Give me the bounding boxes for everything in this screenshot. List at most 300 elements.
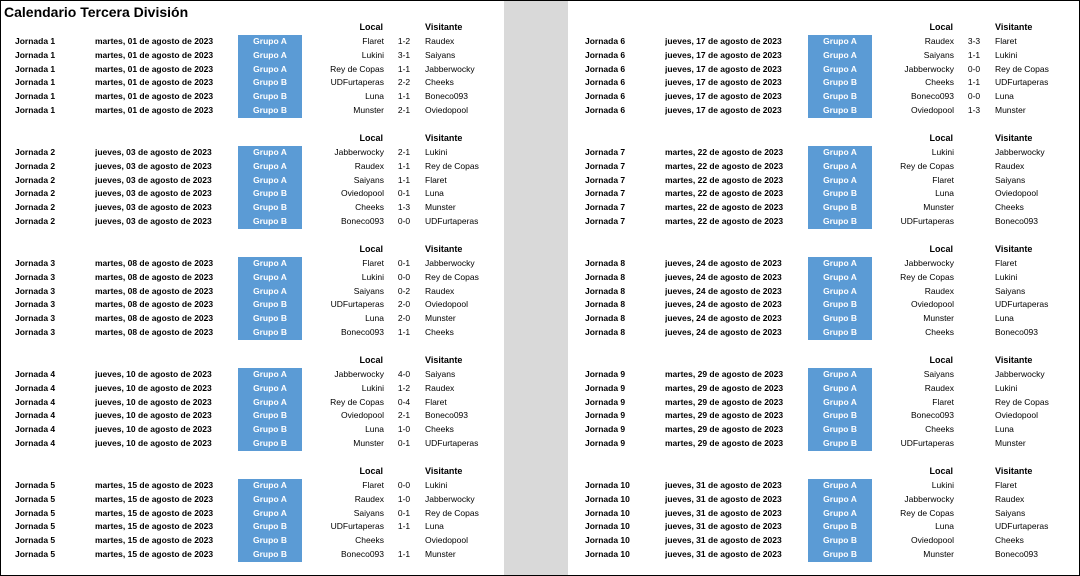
jornada-cell: Jornada 4 bbox=[15, 382, 56, 393]
score-cell: 0-1 bbox=[397, 258, 411, 268]
away-team-cell: Luna bbox=[425, 188, 444, 199]
score-cell: 1-3 bbox=[397, 202, 411, 213]
away-team-cell: Oviedopool bbox=[425, 535, 469, 546]
date-cell: martes, 15 de agosto de 2023 bbox=[95, 521, 214, 532]
left-panel bbox=[1, 1, 501, 576]
score-cell: 0-1 bbox=[397, 438, 411, 448]
away-team-cell: Munster bbox=[425, 202, 456, 213]
away-team-cell: UDFurtaperas bbox=[425, 216, 479, 226]
group-badge: Grupo B bbox=[808, 90, 872, 104]
away-team-cell: Raudex bbox=[995, 493, 1025, 504]
home-team-cell: Boneco093 bbox=[910, 410, 954, 421]
date-cell: martes, 29 de agosto de 2023 bbox=[665, 369, 784, 379]
home-team-cell: Lukini bbox=[361, 382, 384, 393]
score-cell: 1-0 bbox=[397, 424, 411, 435]
away-team-cell: Oviedopool bbox=[995, 410, 1039, 421]
visitante-header: Visitante bbox=[425, 133, 463, 143]
visitante-header: Visitante bbox=[995, 244, 1033, 254]
jornada-cell: Jornada 10 bbox=[585, 521, 630, 532]
jornada-cell: Jornada 7 bbox=[585, 188, 626, 199]
home-team-cell: Raudex bbox=[924, 382, 954, 393]
group-badge: Grupo A bbox=[808, 382, 872, 396]
away-team-cell: Jabberwocky bbox=[995, 147, 1045, 157]
jornada-cell: Jornada 6 bbox=[585, 49, 626, 60]
home-team-cell: Saiyans bbox=[353, 174, 384, 185]
home-team-cell: Cheeks bbox=[355, 202, 384, 213]
home-team-cell: Saiyans bbox=[353, 507, 384, 518]
date-cell: martes, 01 de agosto de 2023 bbox=[95, 105, 214, 115]
group-badge: Grupo B bbox=[238, 76, 302, 90]
away-team-cell: UDFurtaperas bbox=[995, 299, 1049, 310]
group-badge: Grupo A bbox=[808, 479, 872, 493]
date-cell: martes, 29 de agosto de 2023 bbox=[665, 396, 784, 407]
home-team-cell: Cheeks bbox=[925, 77, 954, 88]
away-team-cell: Rey de Copas bbox=[425, 507, 479, 518]
score-cell bbox=[960, 298, 988, 312]
away-team-cell: Lukini bbox=[995, 271, 1018, 282]
jornada-cell: Jornada 2 bbox=[15, 202, 56, 213]
score-cell bbox=[960, 507, 988, 521]
visitante-header: Visitante bbox=[995, 466, 1033, 476]
home-team-cell: Rey de Copas bbox=[900, 271, 954, 282]
score-cell bbox=[960, 271, 988, 285]
score-cell bbox=[960, 520, 988, 534]
group-badge: Grupo A bbox=[808, 257, 872, 271]
jornada-cell: Jornada 1 bbox=[15, 49, 56, 60]
jornada-cell: Jornada 8 bbox=[585, 313, 626, 324]
away-team-cell: Flaret bbox=[425, 174, 447, 185]
score-cell: 1-1 bbox=[397, 160, 411, 171]
group-badge: Grupo A bbox=[808, 396, 872, 410]
score-cell: 0-0 bbox=[967, 63, 981, 74]
date-cell: jueves, 31 de agosto de 2023 bbox=[665, 549, 782, 559]
away-team-cell: Cheeks bbox=[425, 77, 454, 88]
group-badge: Grupo A bbox=[238, 396, 302, 410]
jornada-cell: Jornada 10 bbox=[585, 480, 630, 490]
group-badge: Grupo A bbox=[238, 507, 302, 521]
jornada-cell: Jornada 10 bbox=[585, 535, 630, 546]
group-badge: Grupo A bbox=[808, 285, 872, 299]
group-badge: Grupo B bbox=[808, 548, 872, 562]
date-cell: martes, 08 de agosto de 2023 bbox=[95, 258, 214, 268]
home-team-cell: Munster bbox=[353, 438, 384, 448]
date-cell: jueves, 03 de agosto de 2023 bbox=[95, 188, 212, 199]
jornada-cell: Jornada 3 bbox=[15, 313, 56, 324]
score-cell: 1-1 bbox=[397, 549, 411, 559]
group-badge: Grupo A bbox=[808, 174, 872, 188]
away-team-cell: Boneco093 bbox=[425, 410, 469, 421]
date-cell: jueves, 10 de agosto de 2023 bbox=[95, 410, 212, 421]
home-team-cell: Luna bbox=[365, 91, 384, 102]
jornada-cell: Jornada 1 bbox=[15, 63, 56, 74]
away-team-cell: Jabberwocky bbox=[425, 258, 475, 268]
date-cell: jueves, 03 de agosto de 2023 bbox=[95, 202, 212, 213]
group-badge: Grupo B bbox=[808, 409, 872, 423]
away-team-cell: Cheeks bbox=[995, 202, 1024, 213]
home-team-cell: Jabberwocky bbox=[904, 493, 954, 504]
date-cell: martes, 22 de agosto de 2023 bbox=[665, 202, 784, 213]
jornada-cell: Jornada 4 bbox=[15, 369, 56, 379]
group-badge: Grupo B bbox=[238, 520, 302, 534]
score-cell: 1-3 bbox=[967, 105, 981, 115]
date-cell: jueves, 03 de agosto de 2023 bbox=[95, 174, 212, 185]
score-cell: 0-1 bbox=[397, 188, 411, 199]
home-team-cell: Oviedopool bbox=[910, 299, 954, 310]
score-cell: 1-1 bbox=[397, 521, 411, 532]
home-team-cell: Saiyans bbox=[353, 285, 384, 296]
away-team-cell: UDFurtaperas bbox=[995, 77, 1049, 88]
date-cell: martes, 29 de agosto de 2023 bbox=[665, 424, 784, 435]
home-team-cell: Munster bbox=[923, 202, 954, 213]
right-panel bbox=[571, 1, 1071, 576]
group-badge: Grupo B bbox=[808, 76, 872, 90]
date-cell: jueves, 31 de agosto de 2023 bbox=[665, 521, 782, 532]
group-badge: Grupo B bbox=[238, 548, 302, 562]
date-cell: jueves, 10 de agosto de 2023 bbox=[95, 424, 212, 435]
jornada-cell: Jornada 1 bbox=[15, 105, 56, 115]
date-cell: martes, 01 de agosto de 2023 bbox=[95, 91, 214, 102]
away-team-cell: Munster bbox=[425, 549, 456, 559]
jornada-cell: Jornada 6 bbox=[585, 63, 626, 74]
home-team-cell: Raudex bbox=[924, 285, 954, 296]
home-team-cell: Jabberwocky bbox=[904, 258, 954, 268]
date-cell: martes, 08 de agosto de 2023 bbox=[95, 271, 214, 282]
jornada-cell: Jornada 7 bbox=[585, 216, 626, 226]
group-badge: Grupo A bbox=[238, 63, 302, 77]
group-badge: Grupo B bbox=[238, 423, 302, 437]
away-team-cell: Lukini bbox=[425, 147, 448, 157]
date-cell: martes, 01 de agosto de 2023 bbox=[95, 77, 214, 88]
score-cell: 0-0 bbox=[397, 480, 411, 490]
jornada-cell: Jornada 5 bbox=[15, 507, 56, 518]
jornada-cell: Jornada 6 bbox=[585, 91, 626, 102]
jornada-cell: Jornada 2 bbox=[15, 160, 56, 171]
jornada-cell: Jornada 8 bbox=[585, 285, 626, 296]
away-team-cell: Boneco093 bbox=[995, 327, 1039, 337]
group-badge: Grupo B bbox=[808, 534, 872, 548]
group-badge: Grupo B bbox=[808, 437, 872, 451]
score-cell: 0-2 bbox=[397, 285, 411, 296]
home-team-cell: Jabberwocky bbox=[334, 369, 384, 379]
score-cell: 2-0 bbox=[397, 313, 411, 324]
away-team-cell: Oviedopool bbox=[425, 105, 469, 115]
home-team-cell: Jabberwocky bbox=[334, 147, 384, 157]
home-team-cell: Rey de Copas bbox=[900, 507, 954, 518]
score-cell bbox=[960, 201, 988, 215]
home-team-cell: Oviedopool bbox=[340, 188, 384, 199]
date-cell: jueves, 24 de agosto de 2023 bbox=[665, 313, 782, 324]
jornada-cell: Jornada 9 bbox=[585, 396, 626, 407]
date-cell: martes, 22 de agosto de 2023 bbox=[665, 188, 784, 199]
jornada-cell: Jornada 9 bbox=[585, 382, 626, 393]
group-badge: Grupo A bbox=[808, 35, 872, 49]
date-cell: jueves, 17 de agosto de 2023 bbox=[665, 77, 782, 88]
local-header: Local bbox=[929, 355, 953, 365]
date-cell: jueves, 10 de agosto de 2023 bbox=[95, 396, 212, 407]
score-cell bbox=[960, 534, 988, 548]
jornada-cell: Jornada 7 bbox=[585, 147, 626, 157]
group-badge: Grupo B bbox=[808, 423, 872, 437]
score-cell: 1-1 bbox=[397, 63, 411, 74]
group-badge: Grupo B bbox=[238, 326, 302, 340]
home-team-cell: Flaret bbox=[932, 174, 954, 185]
home-team-cell: Boneco093 bbox=[340, 327, 384, 337]
away-team-cell: Cheeks bbox=[425, 424, 454, 435]
home-team-cell: Lukini bbox=[931, 147, 954, 157]
home-team-cell: Lukini bbox=[361, 49, 384, 60]
jornada-cell: Jornada 9 bbox=[585, 410, 626, 421]
home-team-cell: Luna bbox=[365, 424, 384, 435]
away-team-cell: Saiyans bbox=[995, 174, 1026, 185]
group-badge: Grupo A bbox=[238, 493, 302, 507]
home-team-cell: Boneco093 bbox=[340, 549, 384, 559]
date-cell: martes, 15 de agosto de 2023 bbox=[95, 493, 214, 504]
date-cell: jueves, 31 de agosto de 2023 bbox=[665, 493, 782, 504]
group-badge: Grupo A bbox=[238, 35, 302, 49]
group-badge: Grupo A bbox=[808, 63, 872, 77]
group-badge: Grupo A bbox=[808, 507, 872, 521]
away-team-cell: Oviedopool bbox=[425, 299, 469, 310]
group-badge: Grupo A bbox=[808, 160, 872, 174]
home-team-cell: Oviedopool bbox=[910, 105, 954, 115]
date-cell: jueves, 31 de agosto de 2023 bbox=[665, 507, 782, 518]
date-cell: martes, 22 de agosto de 2023 bbox=[665, 147, 784, 157]
home-team-cell: Saiyans bbox=[923, 369, 954, 379]
group-badge: Grupo B bbox=[238, 90, 302, 104]
jornada-cell: Jornada 3 bbox=[15, 258, 56, 268]
home-team-cell: Munster bbox=[923, 549, 954, 559]
score-cell: 1-2 bbox=[397, 382, 411, 393]
home-team-cell: UDFurtaperas bbox=[330, 521, 384, 532]
home-team-cell: Saiyans bbox=[923, 49, 954, 60]
score-cell: 3-3 bbox=[967, 36, 981, 46]
jornada-cell: Jornada 10 bbox=[585, 493, 630, 504]
score-cell bbox=[960, 215, 988, 229]
jornada-cell: Jornada 7 bbox=[585, 202, 626, 213]
score-cell bbox=[960, 423, 988, 437]
date-cell: jueves, 17 de agosto de 2023 bbox=[665, 105, 782, 115]
visitante-header: Visitante bbox=[425, 355, 463, 365]
group-badge: Grupo B bbox=[238, 312, 302, 326]
score-cell bbox=[960, 479, 988, 493]
local-header: Local bbox=[359, 244, 383, 254]
score-cell bbox=[960, 437, 988, 451]
date-cell: jueves, 31 de agosto de 2023 bbox=[665, 535, 782, 546]
home-team-cell: Rey de Copas bbox=[900, 160, 954, 171]
jornada-cell: Jornada 5 bbox=[15, 549, 56, 559]
jornada-cell: Jornada 7 bbox=[585, 160, 626, 171]
away-team-cell: Raudex bbox=[425, 285, 455, 296]
away-team-cell: Boneco093 bbox=[425, 91, 469, 102]
away-team-cell: Flaret bbox=[995, 258, 1017, 268]
group-badge: Grupo A bbox=[808, 271, 872, 285]
score-cell: 1-1 bbox=[397, 91, 411, 102]
jornada-cell: Jornada 3 bbox=[15, 285, 56, 296]
group-badge: Grupo A bbox=[238, 479, 302, 493]
date-cell: jueves, 17 de agosto de 2023 bbox=[665, 91, 782, 102]
score-cell bbox=[960, 160, 988, 174]
away-team-cell: Lukini bbox=[995, 382, 1018, 393]
home-team-cell: Raudex bbox=[924, 36, 954, 46]
score-cell: 2-1 bbox=[397, 147, 411, 157]
jornada-cell: Jornada 3 bbox=[15, 299, 56, 310]
group-badge: Grupo B bbox=[238, 215, 302, 229]
score-cell bbox=[960, 493, 988, 507]
home-team-cell: Rey de Copas bbox=[330, 396, 384, 407]
group-badge: Grupo A bbox=[238, 146, 302, 160]
away-team-cell: Rey de Copas bbox=[425, 271, 479, 282]
date-cell: martes, 15 de agosto de 2023 bbox=[95, 549, 214, 559]
date-cell: jueves, 17 de agosto de 2023 bbox=[665, 49, 782, 60]
score-cell: 3-1 bbox=[397, 49, 411, 60]
date-cell: jueves, 31 de agosto de 2023 bbox=[665, 480, 782, 490]
home-team-cell: Munster bbox=[353, 105, 384, 115]
score-cell bbox=[960, 326, 988, 340]
group-badge: Grupo A bbox=[238, 285, 302, 299]
group-badge: Grupo A bbox=[238, 271, 302, 285]
jornada-cell: Jornada 5 bbox=[15, 480, 56, 490]
away-team-cell: Saiyans bbox=[425, 369, 456, 379]
away-team-cell: Luna bbox=[995, 91, 1014, 102]
jornada-cell: Jornada 8 bbox=[585, 327, 626, 337]
score-cell: 1-1 bbox=[397, 174, 411, 185]
local-header: Local bbox=[359, 355, 383, 365]
date-cell: jueves, 24 de agosto de 2023 bbox=[665, 285, 782, 296]
away-team-cell: Luna bbox=[995, 424, 1014, 435]
local-header: Local bbox=[359, 22, 383, 32]
away-team-cell: Flaret bbox=[995, 36, 1017, 46]
away-team-cell: Saiyans bbox=[995, 507, 1026, 518]
jornada-cell: Jornada 2 bbox=[15, 174, 56, 185]
home-team-cell: Lukini bbox=[361, 271, 384, 282]
jornada-cell: Jornada 1 bbox=[15, 91, 56, 102]
score-cell: 1-2 bbox=[397, 36, 411, 46]
jornada-cell: Jornada 5 bbox=[15, 493, 56, 504]
away-team-cell: Saiyans bbox=[995, 285, 1026, 296]
group-badge: Grupo A bbox=[808, 368, 872, 382]
home-team-cell: Boneco093 bbox=[910, 91, 954, 102]
column-divider bbox=[504, 1, 568, 576]
score-cell bbox=[960, 368, 988, 382]
date-cell: martes, 08 de agosto de 2023 bbox=[95, 327, 214, 337]
score-cell: 0-1 bbox=[397, 507, 411, 518]
local-header: Local bbox=[359, 466, 383, 476]
away-team-cell: Munster bbox=[995, 438, 1026, 448]
away-team-cell: Jabberwocky bbox=[425, 493, 475, 504]
visitante-header: Visitante bbox=[425, 244, 463, 254]
group-badge: Grupo B bbox=[238, 187, 302, 201]
jornada-cell: Jornada 4 bbox=[15, 410, 56, 421]
score-cell: 1-1 bbox=[967, 49, 981, 60]
away-team-cell: Lukini bbox=[995, 49, 1018, 60]
away-team-cell: Rey de Copas bbox=[995, 63, 1049, 74]
jornada-cell: Jornada 9 bbox=[585, 424, 626, 435]
jornada-cell: Jornada 2 bbox=[15, 216, 56, 226]
group-badge: Grupo B bbox=[808, 215, 872, 229]
group-badge: Grupo A bbox=[238, 160, 302, 174]
group-badge: Grupo B bbox=[808, 298, 872, 312]
group-badge: Grupo A bbox=[238, 49, 302, 63]
visitante-header: Visitante bbox=[425, 466, 463, 476]
visitante-header: Visitante bbox=[995, 133, 1033, 143]
local-header: Local bbox=[929, 133, 953, 143]
jornada-cell: Jornada 6 bbox=[585, 77, 626, 88]
date-cell: martes, 08 de agosto de 2023 bbox=[95, 285, 214, 296]
score-cell: 0-4 bbox=[397, 396, 411, 407]
away-team-cell: Raudex bbox=[995, 160, 1025, 171]
date-cell: martes, 22 de agosto de 2023 bbox=[665, 216, 784, 226]
score-cell: 4-0 bbox=[397, 369, 411, 379]
date-cell: jueves, 03 de agosto de 2023 bbox=[95, 147, 212, 157]
home-team-cell: UDFurtaperas bbox=[330, 77, 384, 88]
group-badge: Grupo A bbox=[238, 174, 302, 188]
date-cell: martes, 01 de agosto de 2023 bbox=[95, 49, 214, 60]
date-cell: martes, 08 de agosto de 2023 bbox=[95, 313, 214, 324]
date-cell: jueves, 17 de agosto de 2023 bbox=[665, 36, 782, 46]
score-cell bbox=[960, 396, 988, 410]
score-cell bbox=[960, 548, 988, 562]
score-cell bbox=[390, 534, 418, 548]
group-badge: Grupo B bbox=[238, 534, 302, 548]
date-cell: martes, 01 de agosto de 2023 bbox=[95, 36, 214, 46]
home-team-cell: Lukini bbox=[931, 480, 954, 490]
visitante-header: Visitante bbox=[425, 22, 463, 32]
away-team-cell: Rey de Copas bbox=[995, 396, 1049, 407]
date-cell: jueves, 03 de agosto de 2023 bbox=[95, 160, 212, 171]
home-team-cell: UDFurtaperas bbox=[900, 216, 954, 226]
score-cell: 2-2 bbox=[397, 77, 411, 88]
jornada-cell: Jornada 10 bbox=[585, 549, 630, 559]
group-badge: Grupo A bbox=[238, 368, 302, 382]
local-header: Local bbox=[929, 466, 953, 476]
jornada-cell: Jornada 7 bbox=[585, 174, 626, 185]
date-cell: martes, 29 de agosto de 2023 bbox=[665, 382, 784, 393]
date-cell: martes, 22 de agosto de 2023 bbox=[665, 160, 784, 171]
jornada-cell: Jornada 3 bbox=[15, 271, 56, 282]
jornada-cell: Jornada 2 bbox=[15, 147, 56, 157]
score-cell: 2-0 bbox=[397, 299, 411, 310]
group-badge: Grupo A bbox=[238, 382, 302, 396]
group-badge: Grupo A bbox=[808, 146, 872, 160]
away-team-cell: Munster bbox=[425, 313, 456, 324]
date-cell: jueves, 10 de agosto de 2023 bbox=[95, 369, 212, 379]
score-cell: 0-0 bbox=[397, 216, 411, 226]
jornada-cell: Jornada 1 bbox=[15, 36, 56, 46]
score-cell: 0-0 bbox=[397, 271, 411, 282]
score-cell: 2-1 bbox=[397, 410, 411, 421]
group-badge: Grupo A bbox=[808, 493, 872, 507]
group-badge: Grupo B bbox=[238, 437, 302, 451]
page-title: Calendario Tercera División bbox=[4, 4, 189, 20]
home-team-cell: Flaret bbox=[362, 480, 384, 490]
score-cell bbox=[960, 187, 988, 201]
score-cell bbox=[960, 257, 988, 271]
away-team-cell: Flaret bbox=[995, 480, 1017, 490]
score-cell bbox=[960, 174, 988, 188]
score-cell bbox=[960, 382, 988, 396]
date-cell: martes, 15 de agosto de 2023 bbox=[95, 535, 214, 546]
away-team-cell: Jabberwocky bbox=[995, 369, 1045, 379]
score-cell bbox=[960, 285, 988, 299]
jornada-cell: Jornada 6 bbox=[585, 105, 626, 115]
jornada-cell: Jornada 3 bbox=[15, 327, 56, 337]
date-cell: martes, 15 de agosto de 2023 bbox=[95, 480, 214, 490]
local-header: Local bbox=[929, 244, 953, 254]
jornada-cell: Jornada 10 bbox=[585, 507, 630, 518]
visitante-header: Visitante bbox=[995, 355, 1033, 365]
home-team-cell: Raudex bbox=[354, 493, 384, 504]
score-cell: 2-1 bbox=[397, 105, 411, 115]
